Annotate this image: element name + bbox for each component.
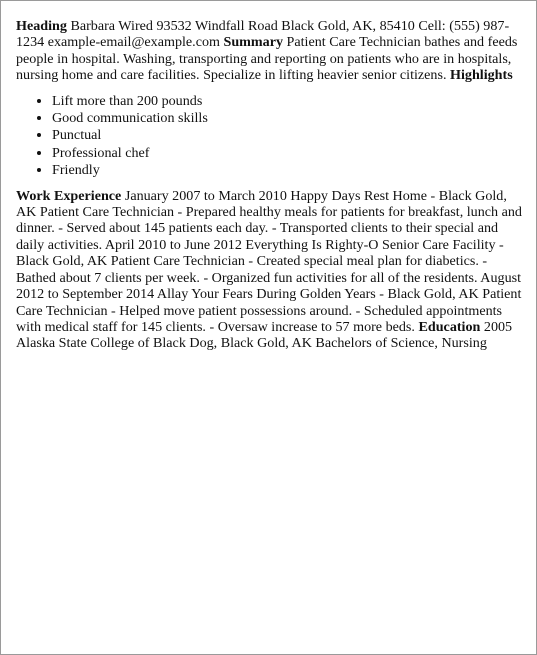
intro-paragraph [16,18,522,84]
highlight-item: • Good communication skills [52,110,522,127]
highlight-item: • Lift more than 200 pounds [52,93,522,110]
experience-paragraph [16,188,522,352]
highlight-item: • Punctual [52,127,522,144]
highlights-label: Highlights [450,67,513,84]
education-text: 2005 Alaska State College of Black Dog, Black Gold, AK Bachelors of Science, Nursing [16,318,513,352]
heading-text: Barbara Wired 93532 Windfall Road Black Gold, AK, 85410 Cell: (555) 987-1234 example-email@example.com [16,18,510,51]
work-experience-text: January 2007 to March 2010 Happy Days Rest Home - Black Gold, AK Patient Care Technician - Prepared healthy meals for patients for breakfast, lunch and dinner. - Served about 145 patients each day. - Transported clients to their special and daily activities. April 2010 to June 2012 Everything Is Righty-O Senior Care Facility - Black Gold, AK Patient Care Technician - Created special meal plan for diabetics. - Bathed about 7 clients per week. - Organized fun activities for all of the residents. August 2012 to September 2014 Allay Your Fears During Golden Years - Black Gold, AK Patient Care Technician - Helped move patient possessions around. - Scheduled appointments with medical staff for 145 clients. - Oversaw increase to 57 more beds. [16,187,522,335]
heading-label: Heading [16,18,67,34]
summary-text: Patient Care Technician bathes and feeds people in hospital. Washing, transporting and reporting on patients who are in hospitals, nursing home and care facilities. Specialize in lifting heavier senior citizens. [16,34,518,84]
highlights-list [16,93,522,180]
education-label: Education [418,318,481,335]
resume-content [16,18,522,352]
summary-label: Summary [223,34,284,51]
highlight-item: • Professional chef [52,145,522,162]
highlight-item: • Friendly [52,162,522,179]
work-experience-label: Work Experience [16,187,122,204]
